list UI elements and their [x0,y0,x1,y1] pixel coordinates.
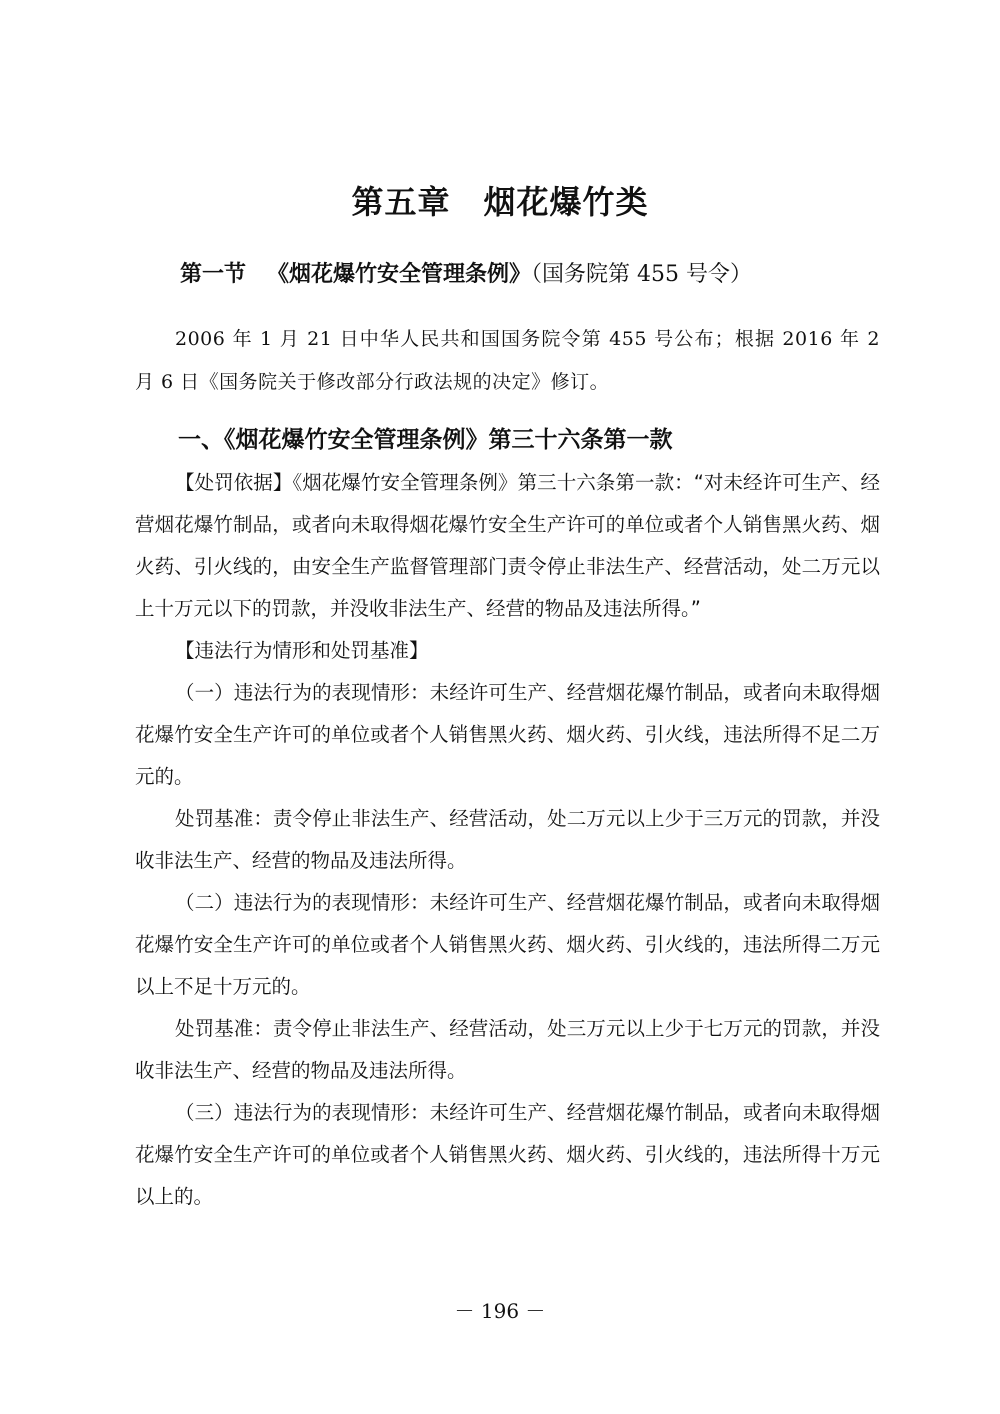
page-number: － 196 － [454,1299,546,1323]
paragraph-standard-heading: 【违法行为情形和处罚基准】 [175,639,429,662]
paragraph-penalty-1: 处罚基准：责令停止非法生产、经营活动，处二万元以上少于三万元的罚款，并没收非法生产、经营的物品及违法所得。 [135,807,880,872]
paragraph-case-2: （二）违法行为的表现情形：未经许可生产、经营烟花爆竹制品，或者向未取得烟花爆竹安全生产许可的单位或者个人销售黑火药、烟火药、引火线的，违法所得二万元以上不足十万元的。 [135,891,880,998]
section-title [180,258,752,291]
article-heading: 一、《烟花爆竹安全管理条例》第三十六条第一款 [178,426,673,453]
paragraph-penalty-basis: 【处罚依据】《烟花爆竹安全管理条例》第三十六条第一款：“对未经许可生产、经营烟花爆竹制品，或者向未取得烟花爆竹安全生产许可的单位或者个人销售黑火药、烟火药、引火线的，由安全生产监督管理部门责令停止非法生产、经营活动，处二万元以上十万元以下的罚款，并没收非法生产、经营的物品及违法所得。” [135,471,880,620]
section-regulation-title: 《烟花爆竹安全管理条例》 [267,261,532,287]
paragraph-case-1: （一）违法行为的表现情形：未经许可生产、经营烟花爆竹制品，或者向未取得烟花爆竹安全生产许可的单位或者个人销售黑火药、烟火药、引火线，违法所得不足二万元的。 [135,681,880,788]
section-label: 第一节 [180,261,247,287]
paragraph-penalty-2: 处罚基准：责令停止非法生产、经营活动，处三万元以上少于七万元的罚款，并没收非法生产、经营的物品及违法所得。 [135,1017,880,1082]
paragraph-case-3: （三）违法行为的表现情形：未经许可生产、经营烟花爆竹制品，或者向未取得烟花爆竹安全生产许可的单位或者个人销售黑火药、烟火药、引火线的，违法所得十万元以上的。 [135,1101,880,1208]
promulgation-note: 2006 年 1 月 21 日中华人民共和国国务院令第 455 号公布；根据 2016 年 2 月 6 日《国务院关于修改部分行政法规的决定》修订。 [135,328,880,393]
chapter-title: 第五章 烟花爆竹类 [351,183,649,221]
section-decree-note: （国务院第 455 号令） [531,262,752,287]
article-body [135,462,880,1218]
